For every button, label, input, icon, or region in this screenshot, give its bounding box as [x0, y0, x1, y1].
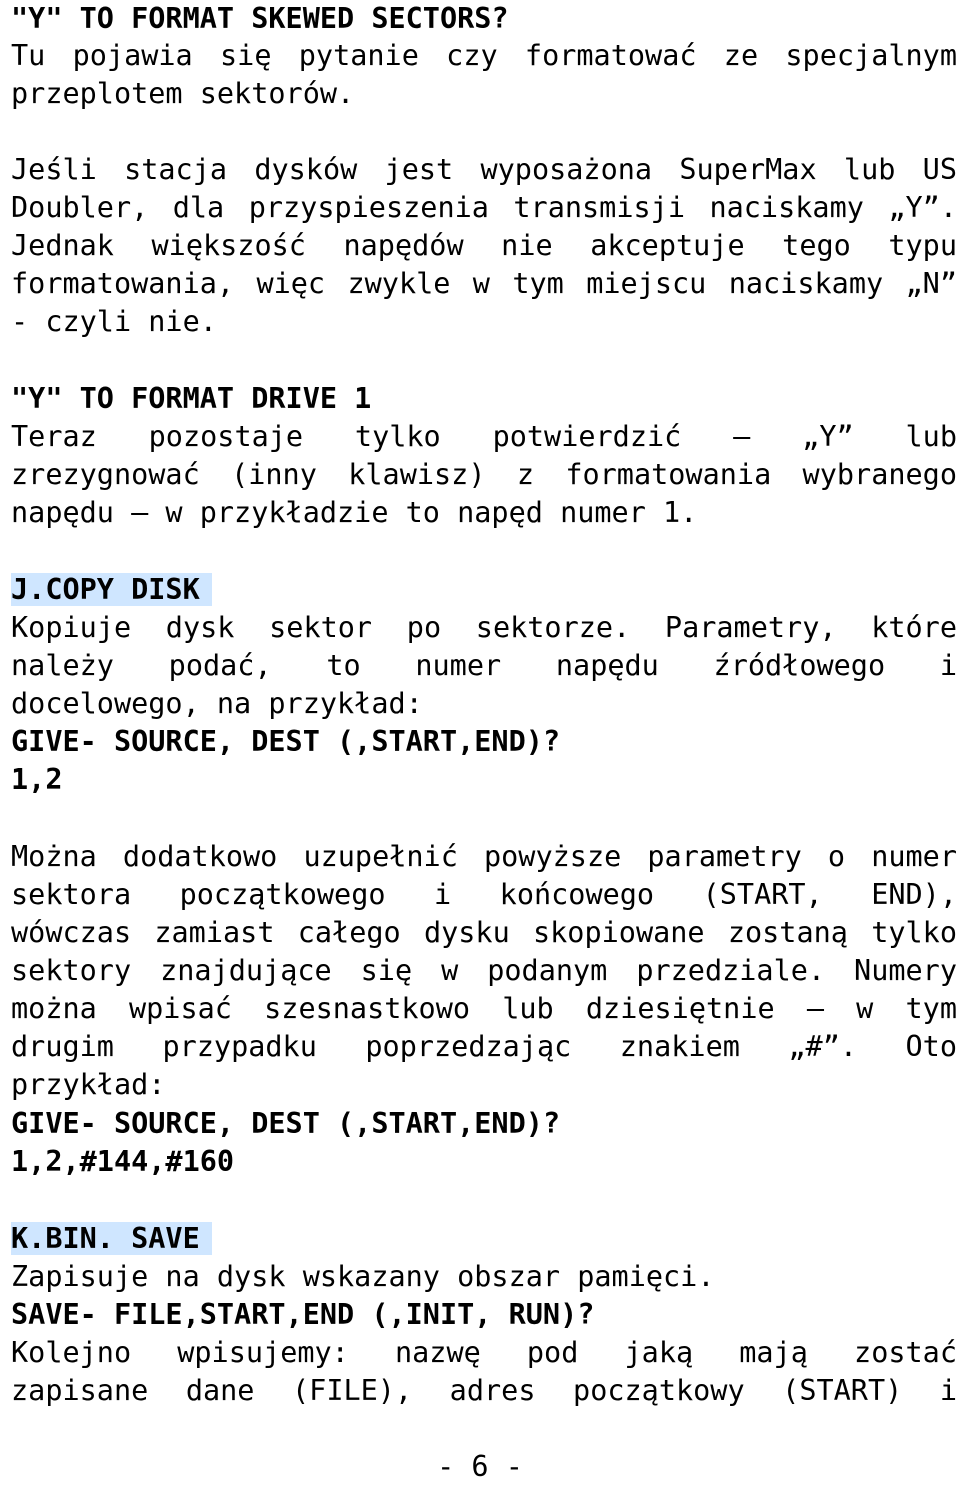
text-line: Można dodatkowo uzupełnić powyższe parametry o numer — [11, 840, 957, 873]
text-line: zapisane dane (FILE), adres początkowy (START) i — [11, 1374, 957, 1407]
text-line: wówczas zamiast całego dysku skopiowane zostaną tylko — [11, 916, 957, 949]
heading-highlight: J.COPY DISK — [11, 573, 212, 606]
code-line: GIVE- SOURCE, DEST (,START,END)? — [11, 1107, 561, 1140]
text-line: Doubler, dla przyspieszenia transmisji naciskamy „Y”. — [11, 191, 957, 224]
text-line: przeplotem sektorów. — [11, 77, 355, 110]
heading-bin-save — [11, 1220, 957, 1258]
text-line: Teraz pozostaje tylko potwierdzić – „Y” lub — [11, 420, 957, 453]
text-line: napędu – w przykładzie to napęd numer 1. — [11, 496, 698, 529]
text-line: należy podać, to numer napędu źródłowego i — [11, 649, 957, 682]
code-line: GIVE- SOURCE, DEST (,START,END)? — [11, 725, 561, 758]
text-line: sektora początkowego i końcowego (START, END), — [11, 878, 957, 911]
heading-format-drive: "Y" TO FORMAT DRIVE 1 — [11, 382, 372, 415]
heading-copy-disk — [11, 571, 957, 609]
heading-highlight: K.BIN. SAVE — [11, 1222, 212, 1255]
text-line: Tu pojawia się pytanie czy formatować ze specjalnym — [11, 39, 957, 72]
text-line: Jednak większość napędów nie akceptuje tego typu — [11, 229, 957, 262]
text-line: przykład: — [11, 1068, 166, 1101]
heading-skewed-sectors: "Y" TO FORMAT SKEWED SECTORS? — [11, 2, 509, 35]
code-line: 1,2 — [11, 763, 63, 796]
text-line: Kolejno wpisujemy: nazwę pod jaką mają zostać — [11, 1336, 957, 1369]
text-line: formatowania, więc zwykle w tym miejscu naciskamy „N” — [11, 267, 957, 300]
text-line: - czyli nie. — [11, 305, 217, 338]
text-line: Kopiuje dysk sektor po sektorze. Parametry, które — [11, 611, 957, 644]
code-line: 1,2,#144,#160 — [11, 1145, 235, 1178]
page-number: - 6 - — [437, 1450, 523, 1483]
text-line: docelowego, na przykład: — [11, 687, 423, 720]
text-line: można wpisać szesnastkowo lub dziesiętnie – w tym — [11, 992, 957, 1025]
text-line: sektory znajdujące się w podanym przedziale. Numery — [11, 954, 957, 987]
text-line: zrezygnować (inny klawisz) z formatowania wybranego — [11, 458, 957, 491]
text-line: Zapisuje na dysk wskazany obszar pamięci. — [11, 1260, 715, 1293]
code-line: SAVE- FILE,START,END (,INIT, RUN)? — [11, 1298, 595, 1331]
text-line: drugim przypadku poprzedzając znakiem „#”. Oto — [11, 1030, 957, 1063]
text-line: Jeśli stacja dysków jest wyposażona SuperMax lub US — [11, 153, 957, 186]
